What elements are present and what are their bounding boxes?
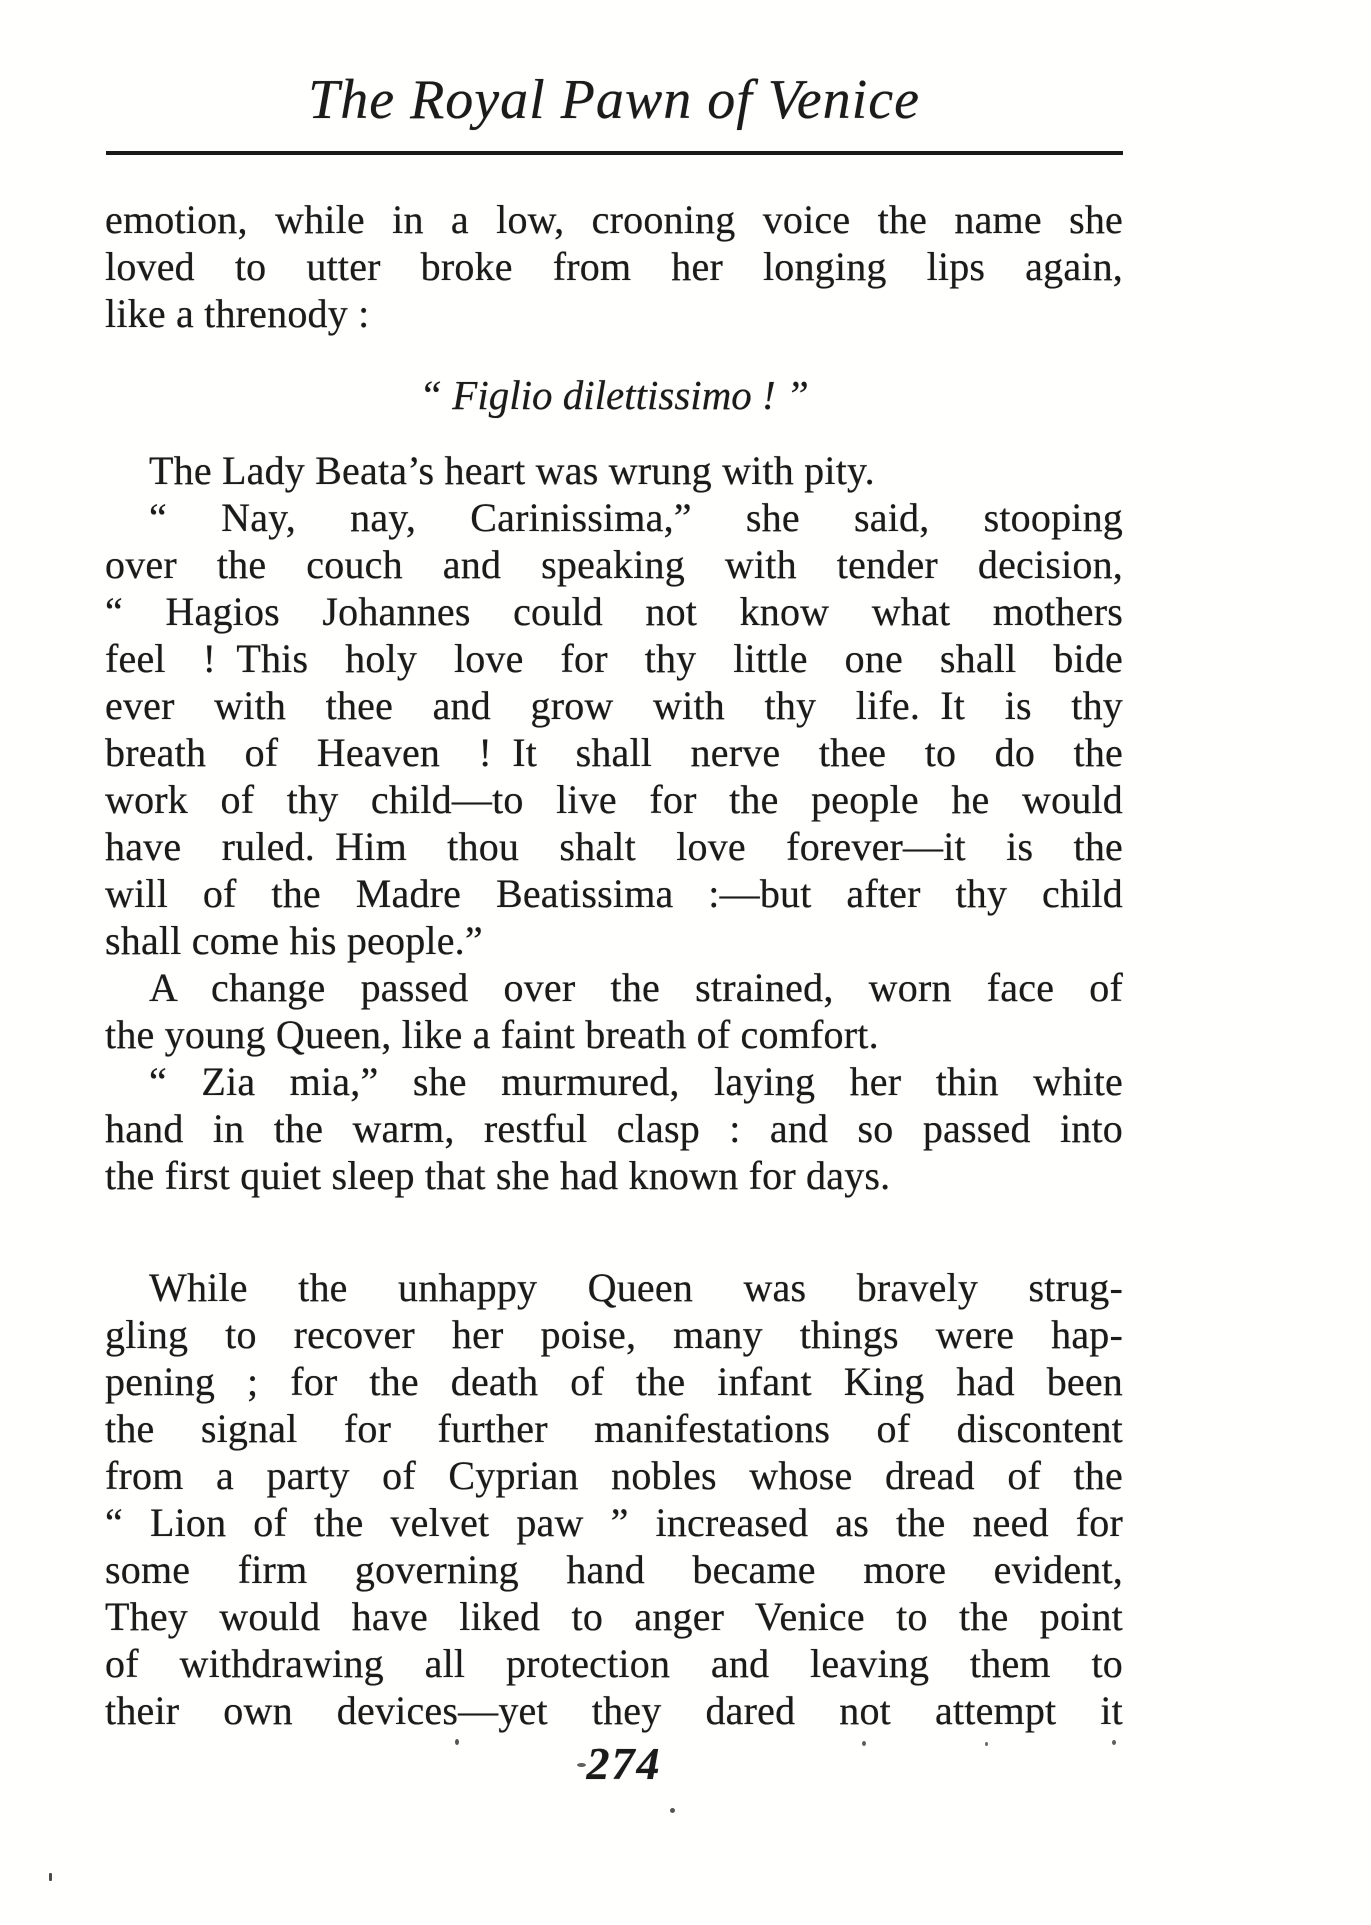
text-line: will of the Madre Beatissima :—but after thy child [105, 871, 1123, 916]
text-line: emotion, while in a low, crooning voice the name she [105, 197, 1123, 242]
ink-speck [577, 1763, 586, 1767]
text-line: like a threnody : [105, 291, 370, 336]
body-text [105, 196, 1123, 1734]
text-line: ever with thee and grow with thy life. It is thy [105, 683, 1123, 728]
text-line: While the unhappy Queen was bravely strug- [149, 1265, 1123, 1310]
text-line: work of thy child—to live for the people he would [105, 777, 1123, 822]
text-line: the first quiet sleep that she had known for days. [105, 1153, 891, 1198]
text-line: the young Queen, like a faint breath of comfort. [105, 1012, 879, 1057]
text-line: shall come his people.” [105, 918, 483, 963]
ink-speck [862, 1741, 866, 1746]
page-number: 274 [586, 1738, 662, 1789]
text-line: “ Lion of the velvet paw ” increased as the need for [105, 1500, 1123, 1545]
text-line: the signal for further manifestations of discontent [105, 1406, 1123, 1451]
text-line: They would have liked to anger Venice to the point [105, 1594, 1123, 1639]
ink-speck [670, 1808, 675, 1813]
text-line: breath of Heaven ! It shall nerve thee to do the [105, 730, 1123, 775]
running-title: The Royal Pawn of Venice [308, 69, 920, 131]
ink-speck [1112, 1740, 1116, 1745]
text-line: over the couch and speaking with tender decision, [105, 542, 1123, 587]
text-line: of withdrawing all protection and leaving them to [105, 1641, 1123, 1686]
title-rule [106, 151, 1123, 155]
text-line: feel ! This holy love for thy little one shall bide [105, 636, 1123, 681]
text-line: from a party of Cyprian nobles whose dread of the [105, 1453, 1123, 1498]
text-line: “ Nay, nay, Carinissima,” she said, stooping [149, 495, 1123, 540]
text-line: gling to recover her poise, many things were hap- [105, 1312, 1123, 1357]
quote-line: “ Figlio dilettissimo ! ” [419, 372, 809, 418]
text-line: The Lady Beata’s heart was wrung with pity. [149, 448, 875, 493]
text-line: have ruled. Him thou shalt love forever—it is the [105, 824, 1123, 869]
ink-speck [49, 1873, 52, 1881]
ink-speck [455, 1739, 459, 1745]
text-line: “ Hagios Johannes could not know what mothers [105, 589, 1123, 634]
text-line: A change passed over the strained, worn face of [149, 965, 1123, 1010]
text-line: pening ; for the death of the infant King had been [105, 1359, 1123, 1404]
text-line: “ Zia mia,” she murmured, laying her thin white [149, 1059, 1123, 1104]
ink-speck [985, 1742, 988, 1746]
text-line: loved to utter broke from her longing lips again, [105, 244, 1123, 289]
text-line: their own devices—yet they dared not attempt it [105, 1688, 1123, 1733]
text-line: hand in the warm, restful clasp : and so passed into [105, 1106, 1123, 1151]
text-line: some firm governing hand became more evident, [105, 1547, 1123, 1592]
